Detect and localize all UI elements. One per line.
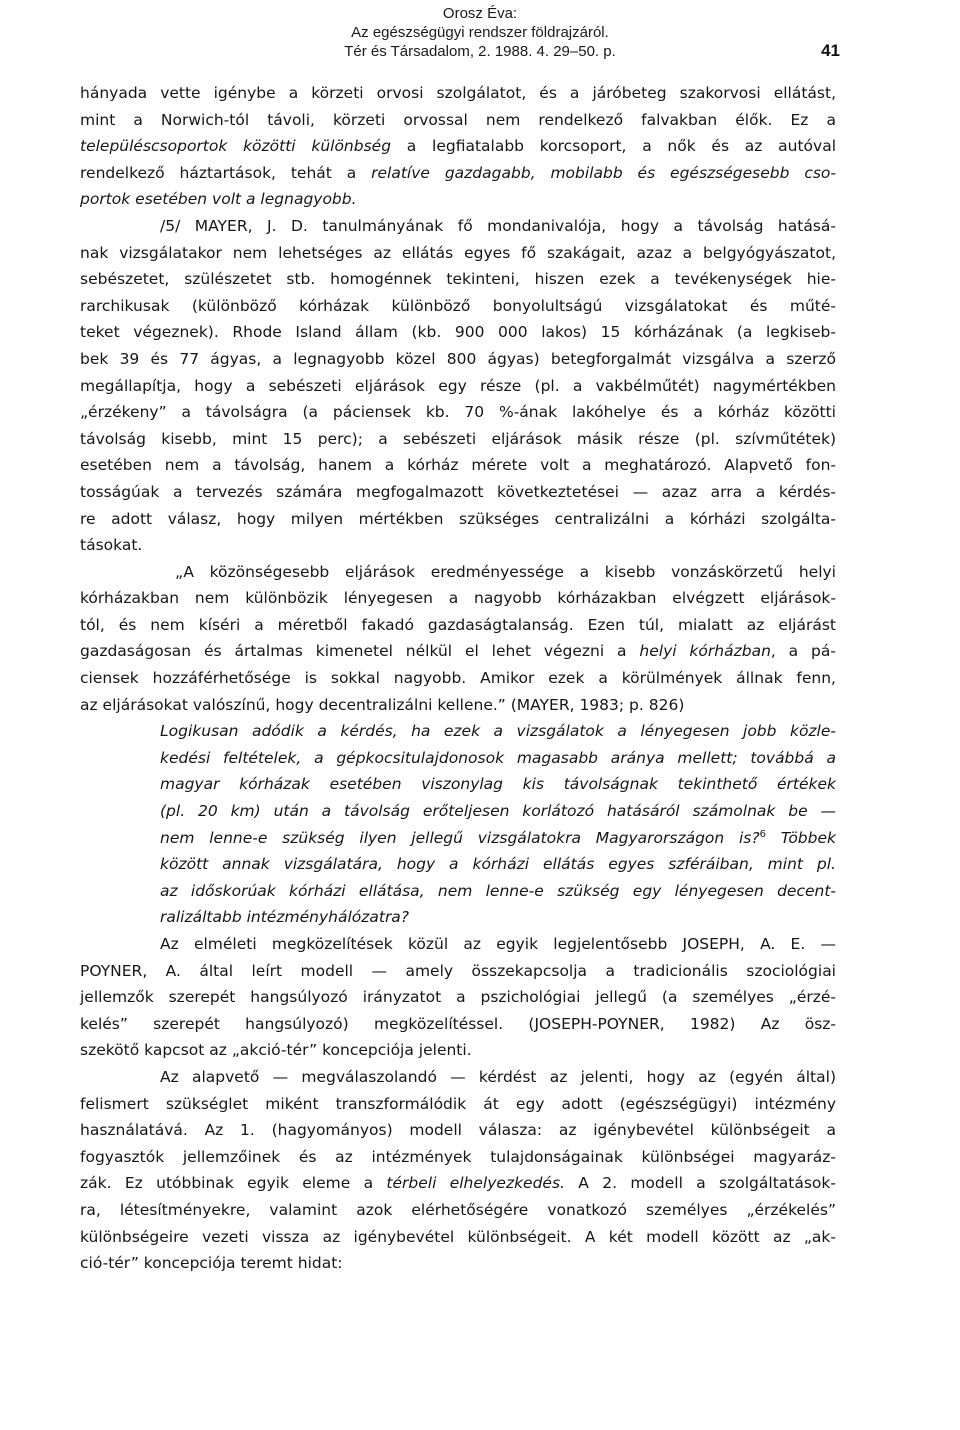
text-line xyxy=(80,559,836,586)
italic-text: (pl. 20 km) után a távolság erőteljesen korlátozó hatásáról számolnak be — xyxy=(160,802,836,821)
text-line xyxy=(80,692,836,719)
text-segment: teket végeznek). Rhode Island állam (kb. 900 000 lakos) 15 kórházának (a legkiseb- xyxy=(80,323,836,342)
text-segment: tosságúak a tervezés számára megfogalmazott következtetései — azaz arra a kérdés- xyxy=(80,482,836,501)
text-line xyxy=(80,638,836,665)
italic-text: helyi kórházban xyxy=(639,642,771,661)
text-segment: kórházakban nem különbözik lényegesen a nagyobb kórházakban elvégzett eljárások- xyxy=(80,589,836,608)
text-line xyxy=(80,399,836,426)
text-line xyxy=(80,1197,836,1224)
header-title: Az egészségügyi rendszer földrajzáról. xyxy=(351,24,609,41)
text-line xyxy=(80,346,836,373)
text-line xyxy=(80,958,836,985)
italic-text: relatíve gazdagabb, mobilabb és egészségesebb cso- xyxy=(371,163,836,182)
text-line xyxy=(80,213,836,240)
text-line xyxy=(80,1064,836,1091)
italic-text: magyar kórházak esetében viszonylag kis távolságnak tekinthető értékek xyxy=(160,775,836,794)
text-segment: rarchikusak (különböző kórházak különböző bonyolultságú vizsgálatokat és műté- xyxy=(80,296,836,315)
quote-line xyxy=(80,904,836,931)
text-line xyxy=(80,80,836,107)
italic-text: között annak vizsgálatára, hogy a kórházi ellátás egyes szféráiban, mint pl. xyxy=(160,855,836,874)
italic-text: nem lenne-e szükség ilyen jellegű vizsgálatokra Magyarországon is? xyxy=(160,828,760,847)
text-segment: megállapítja, hogy a sebészeti eljárások egy része (pl. a vakbélműtét) nagymértékben xyxy=(80,376,836,395)
text-segment: tól, és nem kíséri a méretből fakadó gazdaságtalanság. Ezen túl, mialatt az eljárást xyxy=(80,615,836,634)
italic-text: kedési feltételek, a gépkocsitulajdonosok magasabb aránya mellett; továbbá a xyxy=(160,748,836,767)
text-line xyxy=(80,373,836,400)
text-segment: hányada vette igénybe a körzeti orvosi szolgálatot, és a járóbeteg szakorvosi ellátást, xyxy=(80,84,836,102)
italic-text: Többek xyxy=(766,828,837,847)
text-segment: „A közönségesebb eljárások eredményessége a kisebb vonzáskörzetű helyi xyxy=(175,562,836,581)
text-line xyxy=(80,479,836,506)
text-line xyxy=(80,186,836,213)
quote-line xyxy=(80,825,836,852)
italic-text: térbeli elhelyezkedés. xyxy=(386,1174,565,1193)
text-line xyxy=(80,931,836,958)
text-line xyxy=(80,319,836,346)
text-line xyxy=(80,585,836,612)
page-number: 41 xyxy=(821,41,840,60)
text-segment: használatává. Az 1. (hagyományos) modell válasza: az igénybevétel különbségeit a xyxy=(80,1121,836,1140)
text-segment: rendelkező háztartások, tehát a xyxy=(80,163,372,182)
text-line xyxy=(80,1144,836,1171)
text-line xyxy=(80,1037,836,1064)
text-line xyxy=(80,984,836,1011)
text-segment: a legfiatalabb korcsoport, a nők és az autóval xyxy=(391,137,836,156)
text-line xyxy=(80,160,836,187)
text-line xyxy=(80,452,836,479)
text-segment: fogyasztók jellemzőinek és az intézmények tulajdonságainak különbségei magyaráz- xyxy=(80,1147,836,1166)
quote-line xyxy=(80,718,836,745)
text-segment: re adott válasz, hogy milyen mértékben szükséges centralizálni a kórházi szolgálta- xyxy=(80,509,836,528)
running-header xyxy=(0,4,960,61)
text-segment: különbségeire vezeti vissza az igénybevétel különbségeit. A két modell között az „ak- xyxy=(80,1227,836,1246)
header-author: Orosz Éva: xyxy=(442,5,518,22)
text-segment: felismert szükséglet miként transzformálódik át egy adott (egészségügyi) intézmény xyxy=(80,1094,836,1113)
text-segment: A 2. modell a szolgáltatások- xyxy=(564,1174,836,1193)
text-line xyxy=(80,1224,836,1251)
text-segment: POYNER, A. által leírt modell — amely összekapcsolja a tradicionális szociológiai xyxy=(80,961,836,980)
text-segment: kelés” szerepét hangsúlyozó) megközelítéssel. (JOSEPH-POYNER, 1982) Az ösz- xyxy=(80,1014,836,1033)
text-segment: esetében nem a távolság, hanem a kórház mérete volt a meghatározó. Alapvető fon- xyxy=(80,456,836,475)
text-line xyxy=(80,506,836,533)
quote-line xyxy=(80,798,836,825)
text-segment: tásokat. xyxy=(80,536,143,555)
text-line xyxy=(80,665,836,692)
text-line xyxy=(80,240,836,267)
text-segment: Az alapvető — megválaszolandó — kérdést az jelenti, hogy az (egyén által) xyxy=(160,1067,836,1086)
text-segment: távolság kisebb, mint 15 perc); a sebészeti eljárások másik része (pl. szívműtétek) xyxy=(80,429,836,448)
body-text xyxy=(80,80,836,1277)
text-line xyxy=(80,1091,836,1118)
quote-line xyxy=(80,771,836,798)
text-segment: /5/ MAYER, J. D. tanulmányának fő mondanivalója, hogy a távolság hatásá- xyxy=(160,216,836,235)
text-line xyxy=(80,532,836,559)
text-line xyxy=(80,293,836,320)
text-segment: „érzékeny” a távolságra (a páciensek kb. 70 %-ának lakóhelye és a kórház közötti xyxy=(80,403,836,422)
text-segment: nak vizsgálatakor nem lehetséges az ellátás egyes fő szakágait, azaz a belgyógyászatot, xyxy=(80,243,836,262)
italic-text: ralizáltabb intézményhálózatra? xyxy=(160,908,410,927)
text-segment: gazdaságosan és ártalmas kimenetel nélkül el lehet végezni a xyxy=(80,642,640,661)
italic-text: portok esetében volt a legnagyobb. xyxy=(80,190,357,209)
text-segment: ciensek hozzáférhetősége is sokkal nagyobb. Amikor ezek a körülmények állnak fenn, xyxy=(80,669,836,688)
text-segment: ra, létesítményekre, valamint azok elérhetőségére vonatkozó személyes „érzékelés” xyxy=(80,1200,836,1219)
quote-line xyxy=(80,851,836,878)
text-segment: az eljárásokat valószínű, hogy decentralizálni kellene.” (MAYER, 1983; p. 826) xyxy=(80,695,685,714)
text-segment: sebészetet, szülészetet stb. homogénnek tekinteni, hiszen ezek a tevékenységek hie- xyxy=(80,270,836,289)
text-line xyxy=(80,107,836,134)
italic-text: településcsoportok közötti különbség xyxy=(80,137,392,156)
text-line xyxy=(80,426,836,453)
text-line xyxy=(80,1117,836,1144)
text-segment: zák. Ez utóbbinak egyik eleme a xyxy=(80,1174,387,1193)
text-segment: , a pá- xyxy=(770,642,836,661)
text-line xyxy=(80,1250,836,1277)
text-line xyxy=(80,266,836,293)
text-segment: szekötő kapcsot az „akció-tér” koncepciója jelenti. xyxy=(80,1041,472,1060)
italic-text: az időskorúak kórházi ellátása, nem lenne-e szükség egy lényegesen decent- xyxy=(160,881,836,900)
header-source: Tér és Társadalom, 2. 1988. 4. 29–50. p. xyxy=(344,43,616,60)
text-segment: jellemzők szerepét hangsúlyozó irányzatot a pszichológiai jellegű (a személyes „érzé- xyxy=(80,988,836,1007)
text-segment: Az elméleti megközelítések közül az egyik legjelentősebb JOSEPH, A. E. — xyxy=(160,935,836,953)
footnote-ref[interactable]: 6 xyxy=(759,828,766,840)
text-line xyxy=(80,612,836,639)
text-line xyxy=(80,1011,836,1038)
quote-line xyxy=(80,745,836,772)
text-line xyxy=(80,133,836,160)
italic-text: Logikusan adódik a kérdés, ha ezek a vizsgálatok a lényegesen jobb közle- xyxy=(160,722,836,741)
text-segment: ció-tér” koncepciója teremt hidat: xyxy=(80,1254,343,1273)
quote-line xyxy=(80,878,836,905)
text-segment: mint a Norwich-tól távoli, körzeti orvossal nem rendelkező falvakban élők. Ez a xyxy=(80,110,836,129)
text-segment: bek 39 és 77 ágyas, a legnagyobb közel 800 ágyas) betegforgalmát vizsgálva a szerző xyxy=(80,349,836,368)
text-line xyxy=(80,1170,836,1197)
